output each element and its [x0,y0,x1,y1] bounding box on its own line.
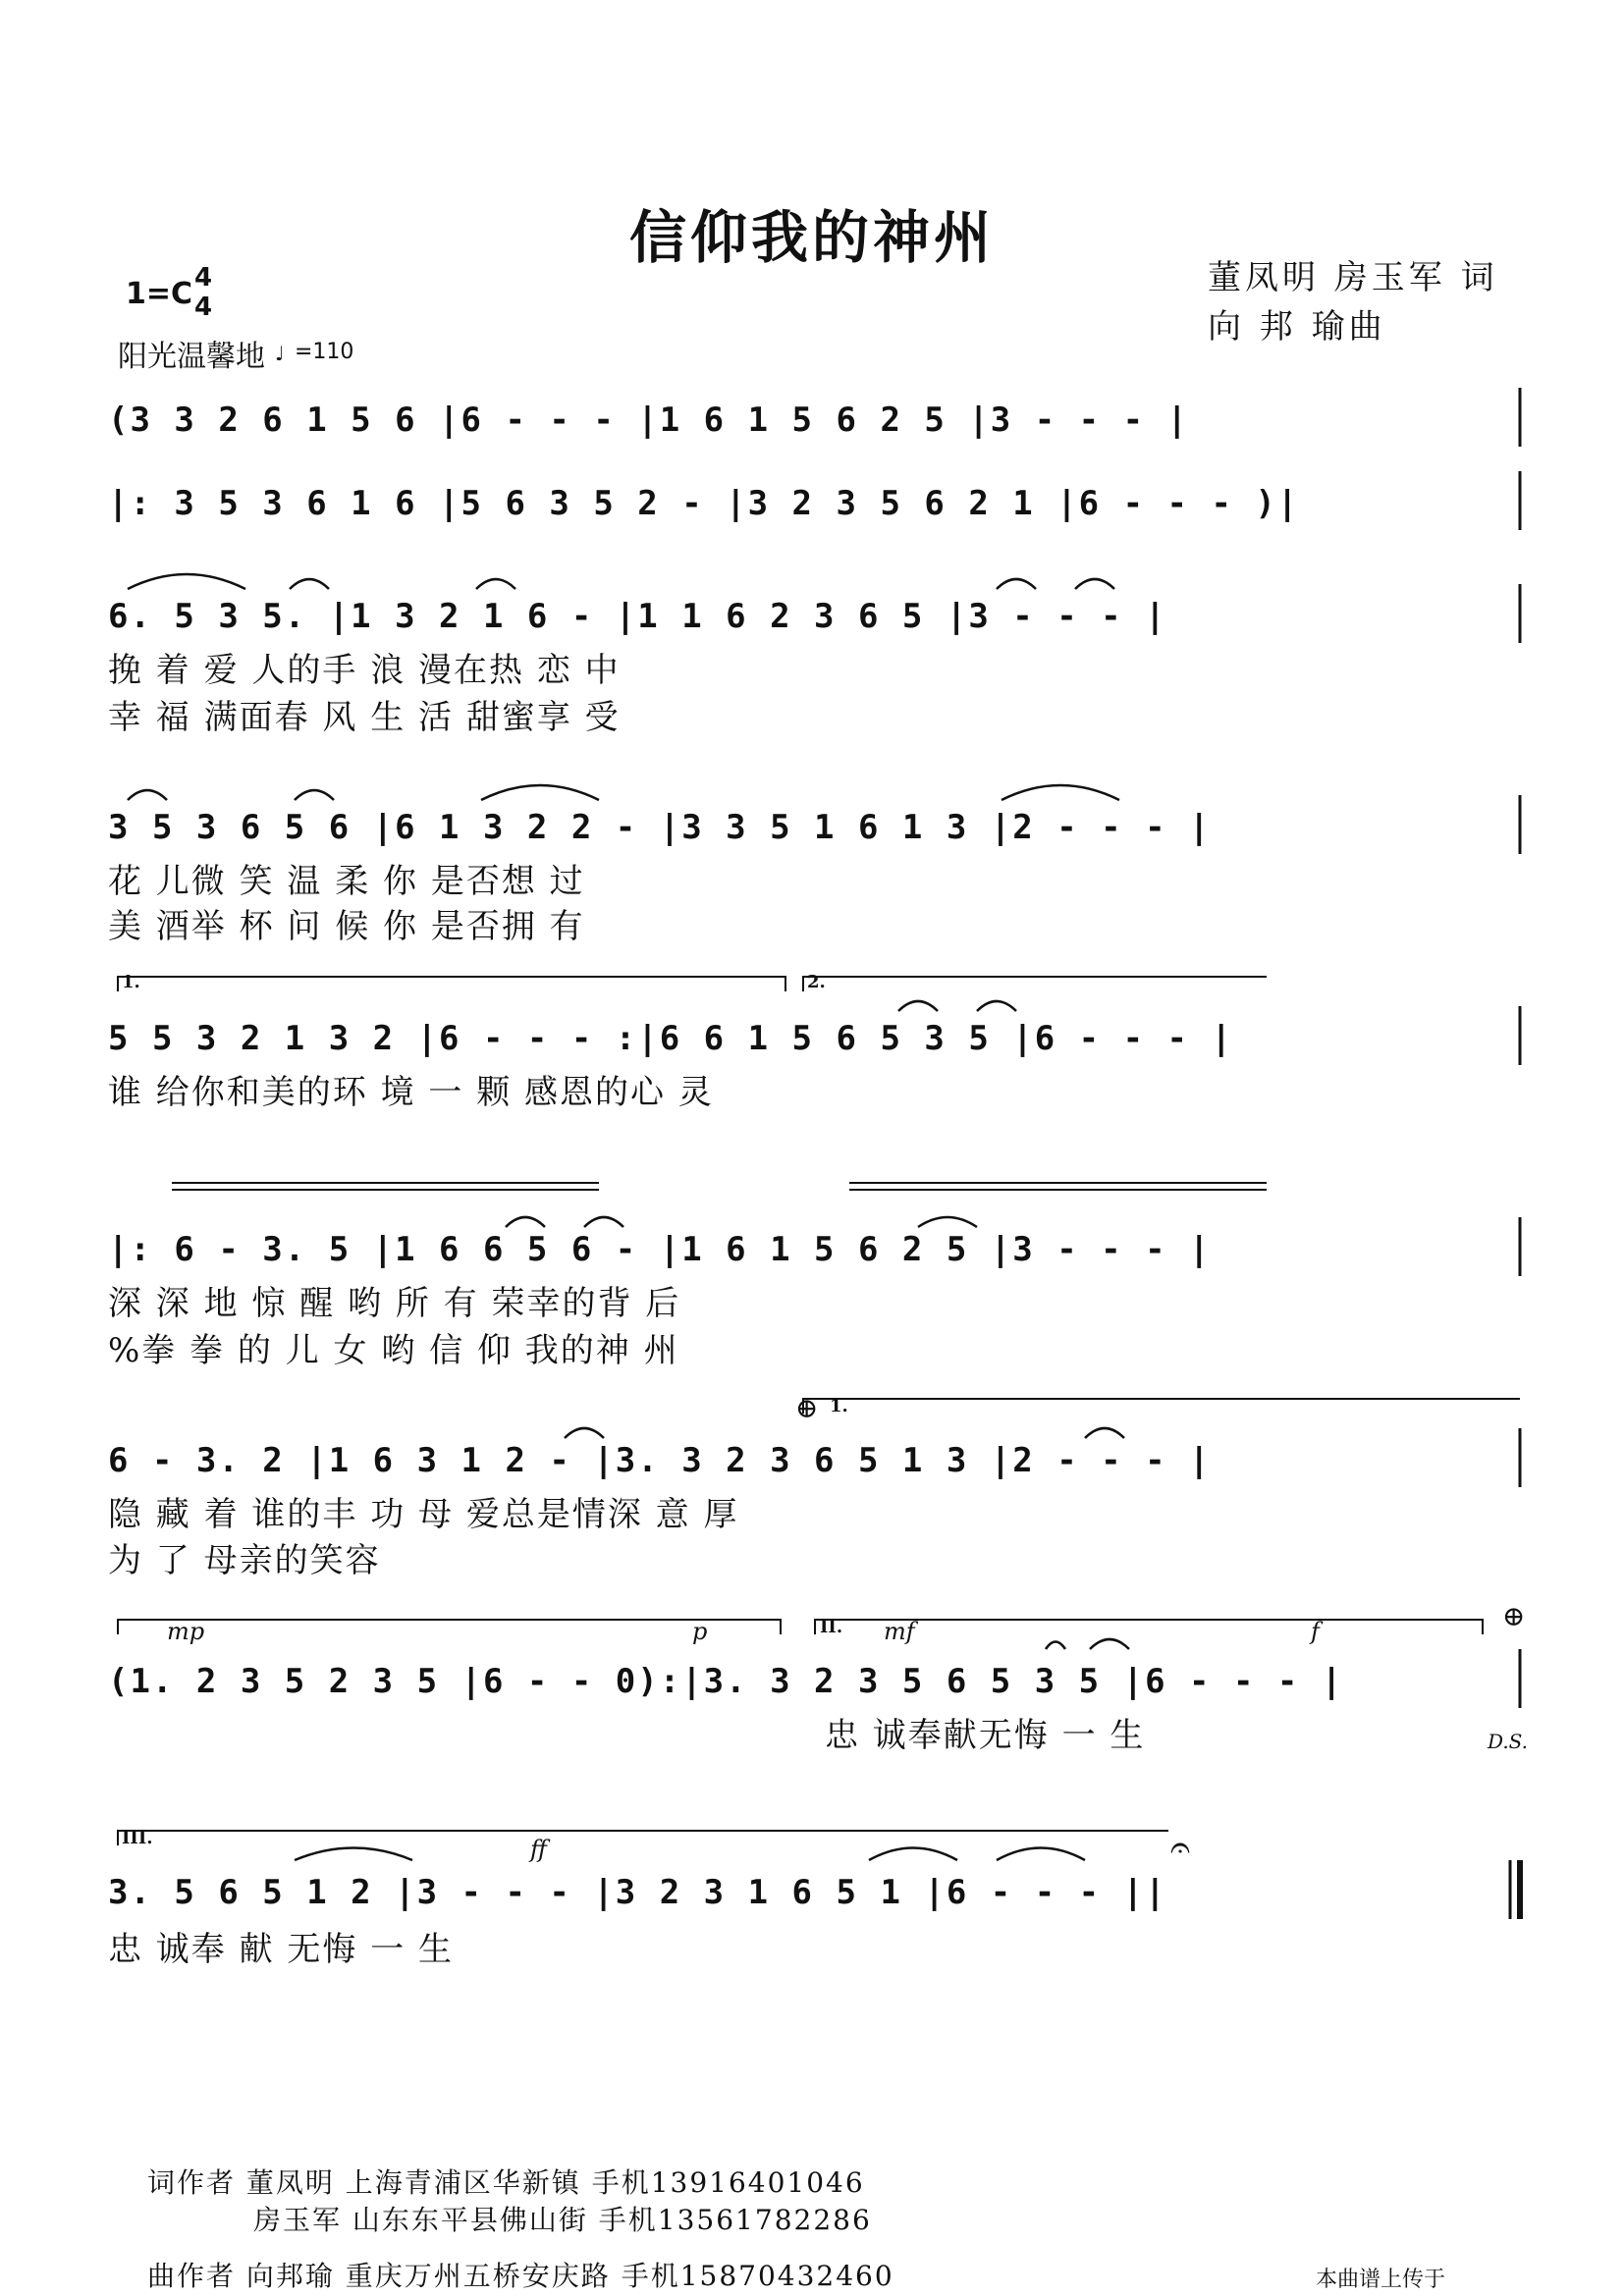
ending-1-label-b: 1. [830,1396,848,1416]
system-5-notes: 5 5 3 2 1 3 2 |6 - - - :|6 6 1 5 6 5 3 5 |6 - - - | [108,1019,1233,1058]
system-8-lyric-1: 忠 诚奉献无悔 一 生 [825,1716,1146,1755]
ending-2-label: 2. [807,972,826,992]
composer-credit: 向 邦 瑜曲 [1208,307,1386,347]
tempo-marking: =110 [295,340,354,364]
system-4-lyric-2: 美 酒举 杯 问 候 你 是否拥 有 [108,907,585,946]
footer-lyricist-2: 房玉军 山东东平县佛山街 手机13561782286 [253,2204,872,2236]
dynamic-f: f [1311,1618,1320,1645]
footer-lyricist-1: 词作者 董凤明 上海青浦区华新镇 手机13916401046 [147,2166,865,2199]
ending-3-label: III. [122,1828,153,1848]
system-9-notes: 3. 5 6 5 1 2 |3 - - - |3 2 3 1 6 5 1 |6 - - - || [108,1873,1167,1912]
system-5-lyric-1: 谁 给你和美的环 境 一 颗 感恩的心 灵 [108,1073,714,1112]
dynamic-mf: mf [884,1618,915,1645]
dal-segno-mark: D.S. [1488,1730,1529,1753]
mood-marking: 阳光温馨地 [118,340,265,374]
fermata-icon: 𝄐 [1170,1828,1191,1868]
ending-1-label: 1. [122,972,140,992]
key-signature: 1=C [126,277,193,311]
system-6-lyric-1: 深 深 地 惊 醒 哟 所 有 荣幸的背 后 [108,1284,681,1323]
time-signature-top: 4 [194,263,213,293]
system-7-lyric-2: 为 了 母亲的笑容 [108,1541,381,1580]
coda-icon-b: ⊕ [1502,1600,1526,1632]
ending-2-label-b: II. [820,1617,843,1637]
system-7-lyric-1: 隐 藏 着 谁的丰 功 母 爱总是情深 意 厚 [108,1495,739,1534]
system-3-lyric-1: 挽 着 爱 人的手 浪 漫在热 恋 中 [108,651,621,690]
system-8-notes: (1. 2 3 5 2 3 5 |6 - - 0):|3. 3 2 3 5 6 5 3 5 |6 - - - | [108,1662,1344,1701]
system-3-lyric-2: 幸 福 满面春 风 生 活 甜蜜享 受 [108,698,621,737]
watermark: 本曲谱上传于 [1316,2268,1446,2292]
system-6-lyric-2: %拳 拳 的 儿 女 哟 信 仰 我的神 州 [108,1331,679,1370]
system-4-notes: 3 5 3 6 5 6 |6 1 3 2 2 - |3 3 5 1 6 1 3 |2 - - - | [108,808,1212,847]
system-7-notes: 6 - 3. 2 |1 6 3 1 2 - |3. 3 2 3 6 5 1 3 |2 - - - | [108,1441,1212,1480]
lyricist-credit: 董凤明 房玉军 词 [1208,258,1498,297]
page-title: 信仰我的神州 [628,204,995,271]
footer-composer: 曲作者 向邦瑜 重庆万州五桥安庆路 手机15870432460 [147,2260,894,2292]
system-9-lyric-1: 忠 诚奉 献 无悔 一 生 [108,1930,455,1969]
dynamic-mp: mp [167,1618,205,1645]
system-1-notes: (3 3 2 6 1 5 6 |6 - - - |1 6 1 5 6 2 5 |3 - - - | [108,400,1190,440]
system-4-lyric-1: 花 儿微 笑 温 柔 你 是否想 过 [108,862,585,901]
system-6-notes: |: 6 - 3. 5 |1 6 6 5 6 - |1 6 1 5 6 2 5 |3 - - - | [108,1230,1212,1269]
dynamic-ff: ff [530,1836,548,1863]
time-signature-bottom: 4 [194,293,213,322]
note-icon: ♩ [275,342,285,365]
dynamic-p: p [692,1618,708,1645]
system-2-notes: |: 3 5 3 6 1 6 |5 6 3 5 2 - |3 2 3 5 6 2 1 |6 - - - )| [108,484,1300,523]
system-3-notes: 6. 5 3 5. |1 3 2 1 6 - |1 1 6 2 3 6 5 |3 - - - | [108,597,1167,636]
coda-icon: ⊕ [795,1392,819,1424]
